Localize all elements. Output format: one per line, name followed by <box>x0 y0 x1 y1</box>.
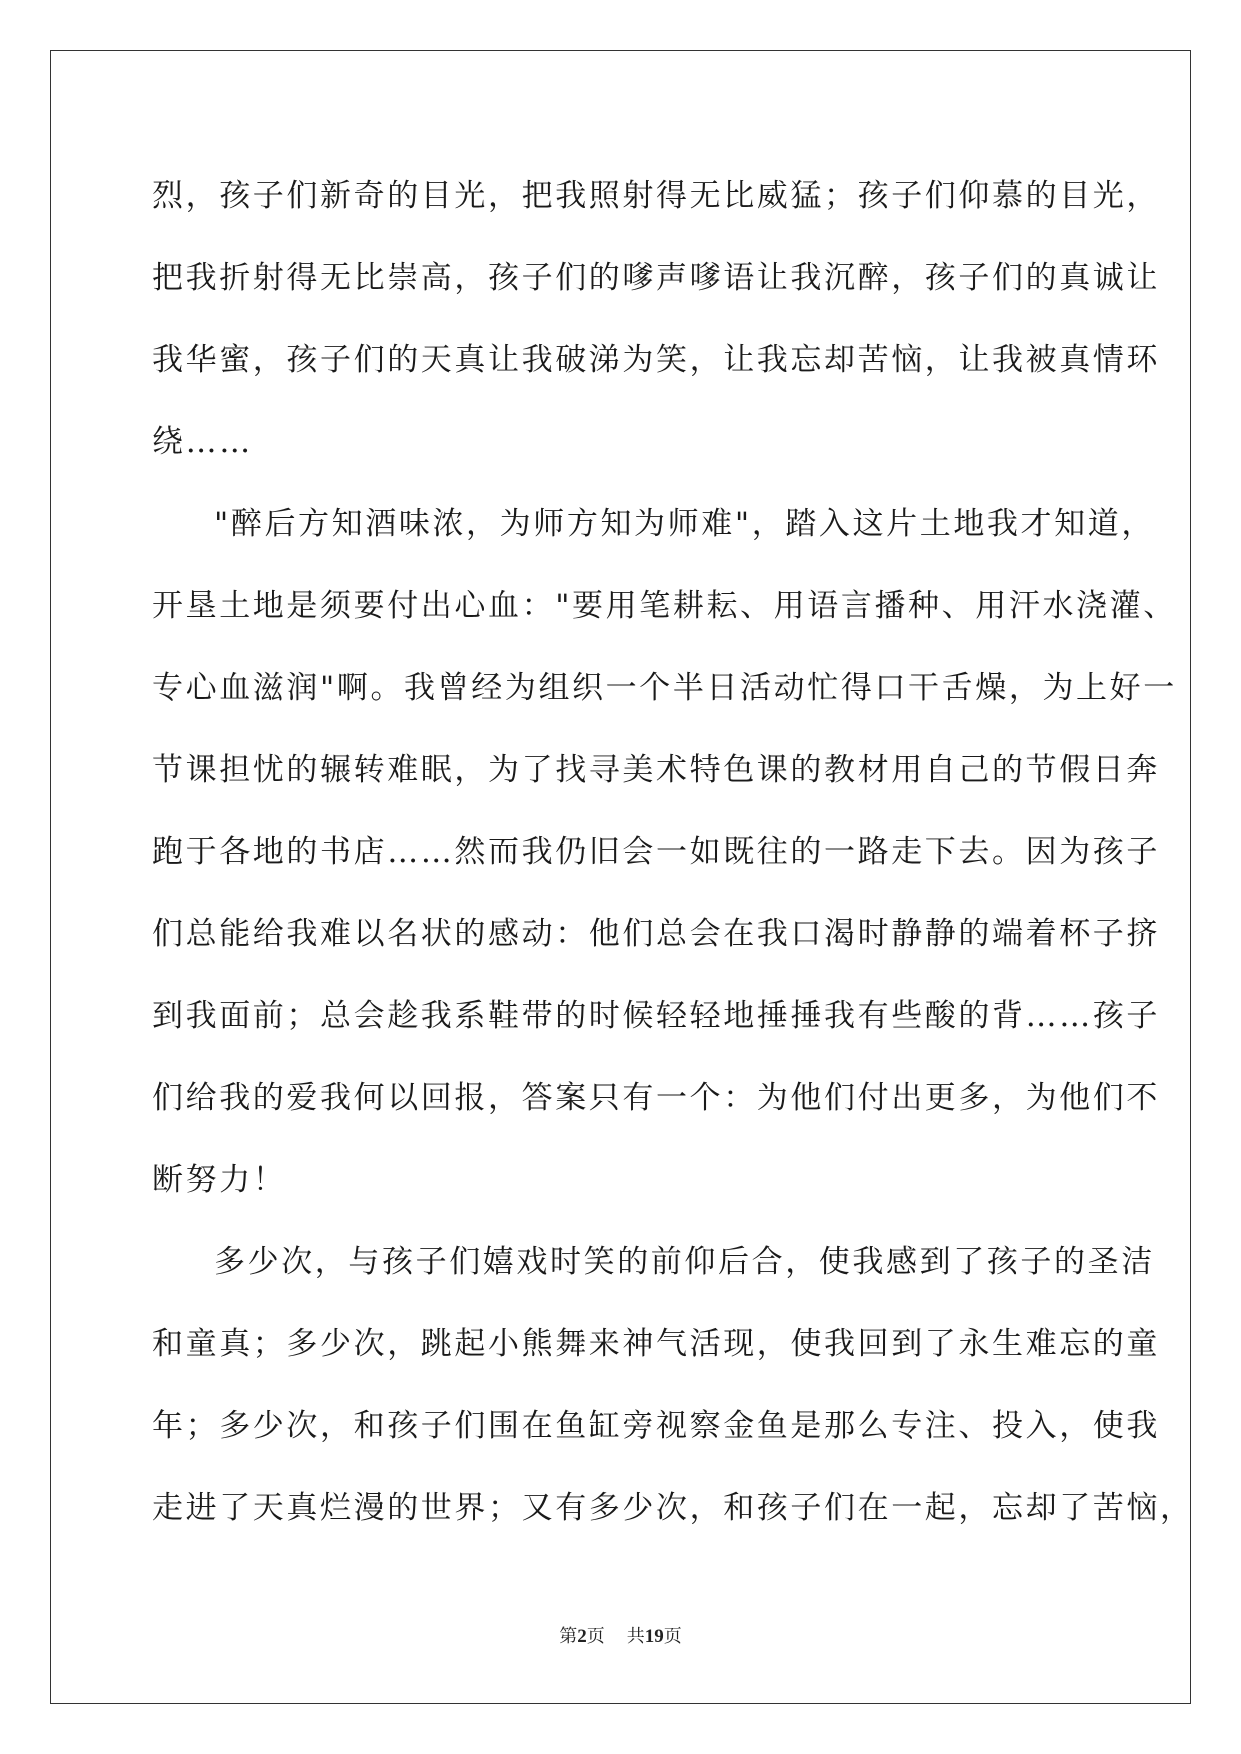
text-line: 走进了天真烂漫的世界；又有多少次，和孩子们在一起，忘却了苦恼， <box>152 1490 1194 1526</box>
text-line: 们给我的爱我何以回报，答案只有一个：为他们付出更多，为他们不 <box>152 1080 1160 1116</box>
text-line: 专心血滋润"啊。我曾经为组织一个半日活动忙得口干舌燥，为上好一 <box>152 670 1177 706</box>
text-line: 把我折射得无比崇高，孩子们的嗲声嗲语让我沉醉，孩子们的真诚让 <box>152 260 1160 296</box>
text-line: 跑于各地的书店……然而我仍旧会一如既往的一路走下去。因为孩子 <box>152 834 1160 870</box>
text-line: 绕…… <box>152 424 253 460</box>
footer-page-current: 2 <box>577 1626 587 1647</box>
paragraph-first-line: "醉后方知酒味浓，为师方知为师难"，踏入这片土地我才知道， <box>214 506 1155 542</box>
text-line: 到我面前；总会趁我系鞋带的时候轻轻地捶捶我有些酸的背……孩子 <box>152 998 1160 1034</box>
text-line: 年；多少次，和孩子们围在鱼缸旁视察金鱼是那么专注、投入，使我 <box>152 1408 1160 1444</box>
paragraph-first-line: 多少次，与孩子们嬉戏时笑的前仰后合，使我感到了孩子的圣洁 <box>214 1244 1155 1280</box>
footer-total-suffix: 页 <box>663 1626 682 1647</box>
text-line: 开垦土地是须要付出心血："要用笔耕耘、用语言播种、用汗水浇灌、 <box>152 588 1177 624</box>
footer-page-suffix: 页 <box>586 1626 605 1647</box>
text-line: 们总能给我难以名状的感动：他们总会在我口渴时静静的端着杯子挤 <box>152 916 1160 952</box>
footer-page-prefix: 第 <box>559 1626 578 1647</box>
text-line: 和童真；多少次，跳起小熊舞来神气活现，使我回到了永生难忘的童 <box>152 1326 1160 1362</box>
text-line: 我华蜜，孩子们的天真让我破涕为笑，让我忘却苦恼，让我被真情环 <box>152 342 1160 378</box>
text-line: 断努力！ <box>152 1162 287 1198</box>
document-body <box>152 155 1194 1549</box>
text-line: 烈，孩子们新奇的目光，把我照射得无比威猛；孩子们仰慕的目光， <box>152 178 1160 214</box>
text-line: 节课担忧的辗转难眠，为了找寻美术特色课的教材用自己的节假日奔 <box>152 752 1160 788</box>
footer-page-total: 19 <box>644 1626 664 1647</box>
page-footer <box>0 1622 1241 1648</box>
footer-total-prefix: 共 <box>626 1626 645 1647</box>
